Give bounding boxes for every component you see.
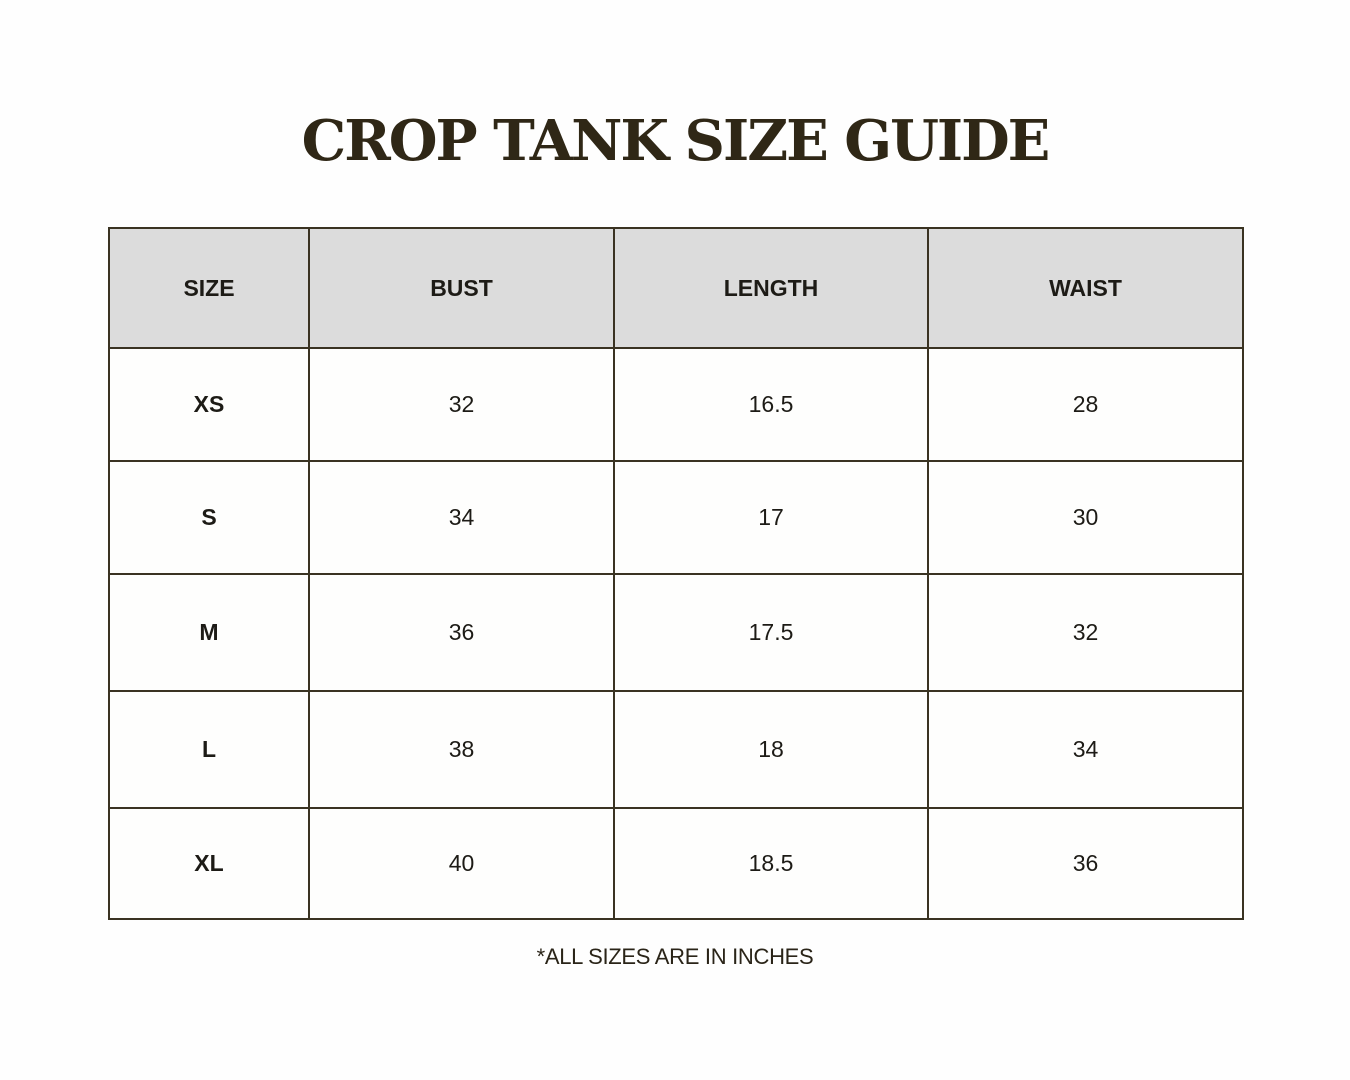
header-length: LENGTH — [614, 228, 928, 348]
table-row — [109, 461, 1243, 574]
length-cell: 16.5 — [614, 348, 928, 461]
waist-cell: 30 — [928, 461, 1243, 574]
size-cell: M — [109, 574, 309, 691]
bust-cell: 40 — [309, 808, 614, 919]
units-footnote: *ALL SIZES ARE IN INCHES — [536, 944, 814, 969]
bust-cell: 38 — [309, 691, 614, 808]
bust-cell: 34 — [309, 461, 614, 574]
waist-cell: 36 — [928, 808, 1243, 919]
size-cell: XL — [109, 808, 309, 919]
length-cell: 17.5 — [614, 574, 928, 691]
length-cell: 18.5 — [614, 808, 928, 919]
table-row — [109, 808, 1243, 919]
size-cell: S — [109, 461, 309, 574]
table-row — [109, 691, 1243, 808]
header-size: SIZE — [109, 228, 309, 348]
header-bust: BUST — [309, 228, 614, 348]
table-row — [109, 348, 1243, 461]
size-cell: L — [109, 691, 309, 808]
waist-cell: 34 — [928, 691, 1243, 808]
size-chart-table — [108, 227, 1244, 920]
length-cell: 17 — [614, 461, 928, 574]
length-cell: 18 — [614, 691, 928, 808]
bust-cell: 32 — [309, 348, 614, 461]
table-header-row — [109, 228, 1243, 348]
page-title: CROP TANK SIZE GUIDE — [301, 108, 1049, 174]
waist-cell: 32 — [928, 574, 1243, 691]
waist-cell: 28 — [928, 348, 1243, 461]
size-cell: XS — [109, 348, 309, 461]
header-waist: WAIST — [928, 228, 1243, 348]
bust-cell: 36 — [309, 574, 614, 691]
table-row — [109, 574, 1243, 691]
